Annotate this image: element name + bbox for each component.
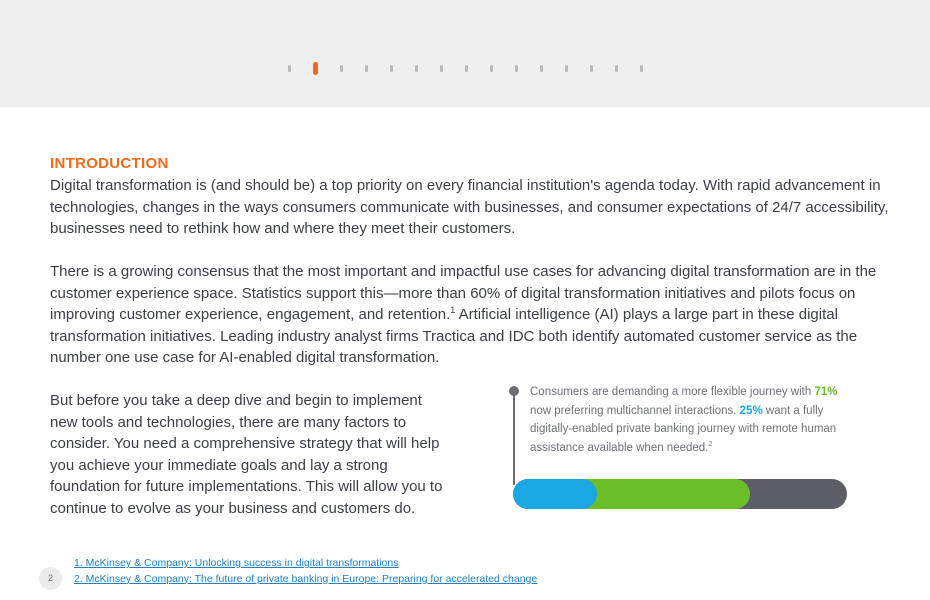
page-dot[interactable]: [540, 65, 543, 72]
page-dot[interactable]: [565, 65, 568, 72]
footnote-ref-2: 2: [708, 440, 713, 448]
footnotes: [74, 556, 537, 587]
intro-paragraph-2: [50, 261, 895, 369]
page-dot[interactable]: [515, 65, 518, 72]
paragraph-2-text-a: There is a growing consensus that the most important and impactful use cases for advancing digital transformation are in the customer experience space. Statistics support this—more than 60% of digital transformation initiatives and pilots focus on improving customer experience, engagement, and retention.: [50, 263, 877, 323]
page-dot[interactable]: [415, 65, 418, 72]
callout-line: [513, 391, 515, 485]
page-dot[interactable]: [440, 65, 443, 72]
page-dot[interactable]: [340, 65, 343, 72]
page-number-badge: 2: [39, 567, 62, 590]
stat-value-multichannel: 71%: [814, 386, 838, 398]
page-dot[interactable]: [640, 65, 643, 72]
stat-bar: [513, 479, 847, 509]
page-dot[interactable]: [490, 65, 493, 72]
paragraph-2-text-b: Artificial intelligence (AI) plays a large part in these digital transformation initiatives. Leading industry analyst firms Tractica and IDC both identify automated customer service as the number one use case for AI-enabled digital transformation.: [50, 306, 858, 366]
page-dot[interactable]: [390, 65, 393, 72]
stat-text-c: want a fully digitally-enabled private banking journey with remote human assistance available when needed.: [530, 404, 837, 454]
footnote-ref-1: 1: [450, 305, 456, 315]
intro-paragraph-3: But before you take a deep dive and begin to implement new tools and technologies, there are many factors to consider. You need a comprehensive strategy that will help you achieve your immediate goals and lay a strong foundation for future implementations. This will allow you to continue to evolve as your business and customers do.: [50, 392, 443, 517]
page-indicator: [288, 62, 665, 75]
section-title: INTRODUCTION: [50, 155, 169, 172]
page-dot[interactable]: [615, 65, 618, 72]
page-dot[interactable]: [590, 65, 593, 72]
page-dot[interactable]: [365, 65, 368, 72]
footnote-link-2[interactable]: 2. McKinsey & Company: The future of private banking in Europe: Preparing for accelerated change: [74, 572, 538, 585]
stat-text-a: Consumers are demanding a more flexible journey with: [530, 386, 815, 398]
stat-callout-text: [530, 383, 850, 457]
page-dot[interactable]: [465, 65, 468, 72]
bar-segment-digital: [513, 479, 597, 509]
stat-text-b: now preferring multichannel interactions.: [530, 404, 740, 417]
top-band: [0, 0, 930, 107]
footnote-link-1[interactable]: 1. McKinsey & Company: Unlocking success in digital transformations: [74, 557, 399, 569]
intro-paragraph-1: Digital transformation is (and should be) a top priority on every financial institution's agenda today. With rapid advancement in technologies, changes in the ways consumers communicate with businesses, and consumer expectations of 24/7 accessibility, businesses need to rethink how and where they meet their customers.: [50, 177, 889, 237]
page-dot-active[interactable]: [313, 62, 318, 75]
stat-value-digital: 25%: [739, 404, 763, 417]
page-dot[interactable]: [288, 65, 291, 72]
